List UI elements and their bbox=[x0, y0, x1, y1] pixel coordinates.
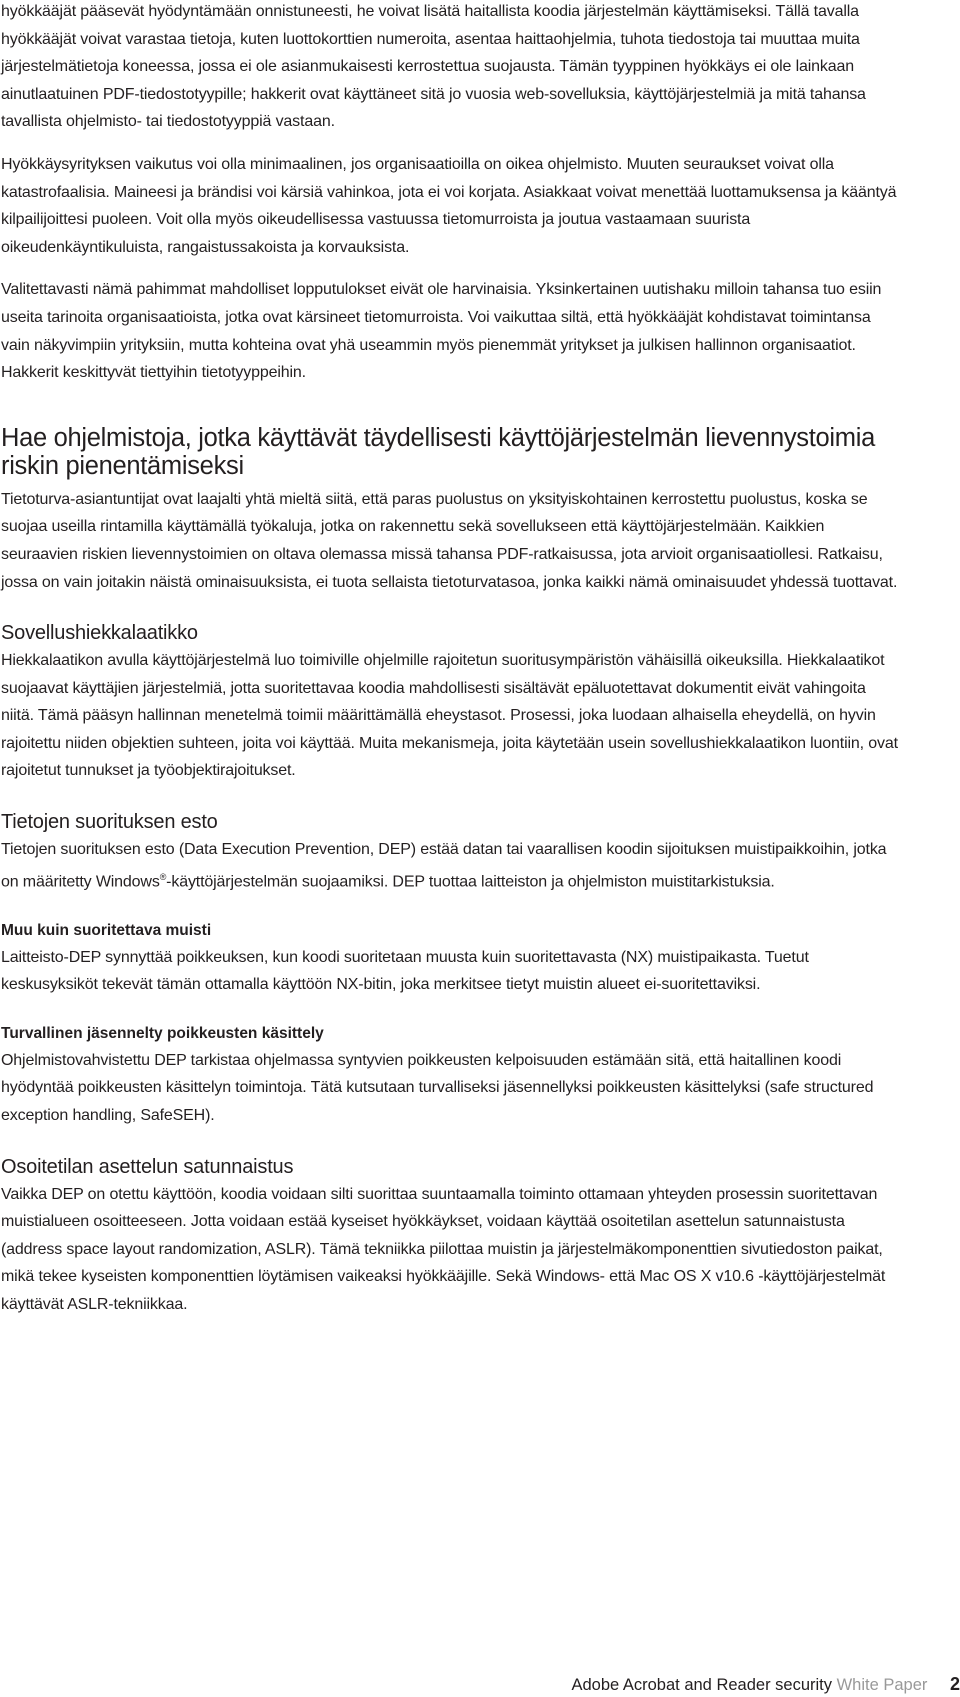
dep-body bbox=[1, 836, 901, 896]
sandbox-heading: Sovellushiekkalaatikko bbox=[1, 622, 198, 645]
sandbox-body: Hiekkalaatikon avulla käyttöjärjestelmä luo toimiville ohjelmille rajoitetun suoritusympäristön vähäisillä oikeuksilla. Hiekkalaatikot suojaavat käyttäjien järjestelmiä, jotta suoritettavaa koodia mahdollisesti sisältävät epäluotettavat dokumentit eivät vahingoita niitä. Tämä pääsyn hallinnan menetelmä toimii määrittämällä eheystasot. Prosessi, joka luodaan alhaisella eheydellä, on hyvin rajoitettu niiden objektien suhteen, joita voi käyttää. Muita mekanismeja, joita käytetään usein sovellushiekkalaatikon luontiin, ovat rajoitetut tunnukset ja työobjektirajoitukset. bbox=[1, 652, 898, 780]
registered-mark: ® bbox=[159, 871, 167, 882]
aslr-body: Vaikka DEP on otettu käyttöön, koodia voidaan silti suorittaa suuntaamalla toiminto ottamaan yhteyden prosessin suoritettavan muistialueen osoitteeseen. Jotta voidaan estää kyseiset hyökkäykset, voidaan käyttää osoitetilan asettelun satunnaistusta (address space layout randomization, ASLR). Tämä tekniikka piilottaa muistin ja järjestelmäkomponenttien sivutiedoston paikat, mikä tekee kyseisten komponenttien löytämisen vaikeaksi hyökkääjille. Sekä Windows- että Mac OS X v10.6 -käyttöjärjestelmät käyttävät ASLR-tekniikkaa. bbox=[1, 1185, 886, 1313]
nx-body: Laitteisto-DEP synnyttää poikkeuksen, kun koodi suoritetaan muusta kuin suoritettavasta (NX) muistipaikasta. Tuetut keskusyksiköt tekevät tämän ottamalla käyttöön NX-bitin, joka merkitsee tietyt muistin alueet ei-suoritettaviksi. bbox=[1, 948, 809, 994]
intro-paragraph-1: hyökkääjät pääsevät hyödyntämään onnistuneesti, he voivat lisätä haitallista koodia järjestelmän käyttämiseksi. Tällä tavalla hyökkääjät voivat varastaa tietoja, kuten luottokorttien numeroita, asentaa haittaohjelmia, tuhota tiedostoja tai muuttaa muita järjestelmätietoja koneessa, jossa ei ole asianmukaisesti kerrostettua suojausta. Tämän tyyppinen hyökkäys ei ole lainkaan ainutlaatuinen PDF-tiedostotyypille; hakkerit ovat käyttäneet sitä jo vuosia web-sovelluksia, käyttöjärjestelmiä ja mitä tahansa tavallista ohjelmisto- tai tiedostotyyppiä vastaan. bbox=[1, 3, 866, 131]
dep-body-part-1: Tietojen suorituksen esto (Data Execution Prevention, DEP) estää datan tai vaarallisen koodin sijoituksen muistipaikkoihin, jotka on määritetty Windows bbox=[1, 841, 887, 890]
aslr-heading: Osoitetilan asettelun satunnaistus bbox=[1, 1155, 294, 1178]
page-number: 2 bbox=[949, 1674, 960, 1694]
main-section-body: Tietoturva-asiantuntijat ovat laajalti yhtä mieltä siitä, että paras puolustus on yksityiskohtainen kerrostettu puolustus, koska se suojaa useilla rintamilla käyttämällä työkaluja, jotka on rakennettu sekä sovellukseen että käyttöjärjestelmään. Kaikkien seuraavien riskien lievennystoimien on oltava olemassa missä tahansa PDF-ratkaisussa, jota arvioit organisaatiollesi. Ratkaisu, jossa on vain joitakin näistä ominaisuuksista, ei tuota sellaista tietoturvatasoa, jonka kaikki nämä ominaisuudet yhdessä tuottavat. bbox=[1, 490, 898, 591]
dep-body-part-2: -käyttöjärjestelmän suojaamiksi. DEP tuottaa laitteiston ja ohjelmiston muistitarkistuksia. bbox=[166, 872, 775, 890]
safeseh-body: Ohjelmistovahvistettu DEP tarkistaa ohjelmassa syntyvien poikkeusten kelpoisuuden estämään sitä, että haitallinen koodi hyödyntää poikkeusten käsittelyn toimintoja. Tätä kutsutaan turvalliseksi jäsennellyksi poikkeusten käsittelyksi (safe structured exception handling, SafeSEH). bbox=[1, 1051, 874, 1124]
nx-heading: Muu kuin suoritettava muisti bbox=[1, 921, 212, 939]
intro-paragraph-3: Valitettavasti nämä pahimmat mahdolliset lopputulokset eivät ole harvinaisia. Yksinkertainen uutishaku milloin tahansa tuo esiin useita tarinoita organisaatioista, jotka ovat kärsineet tietomurroista. Voi vaikuttaa siltä, että hyökkääjät kohdistavat toimintansa vain näkyvimpiin yrityksiin, mutta kohteina ovat yhä useammin myös pienemmät yritykset ja julkisen hallinnon organisaatiot. Hakkerit keskittyvät tiettyihin tietotyyppeihin. bbox=[1, 281, 882, 382]
footer-subtitle: White Paper bbox=[836, 1676, 928, 1694]
main-section-heading: Hae ohjelmistoja, jotka käyttävät täydellisesti käyttöjärjestelmän lievennystoimia riskin pienentämiseksi bbox=[1, 423, 875, 480]
footer-title: Adobe Acrobat and Reader security bbox=[571, 1676, 832, 1694]
intro-paragraph-2: Hyökkäysyrityksen vaikutus voi olla minimaalinen, jos organisaatioilla on oikea ohjelmisto. Muuten seuraukset voivat olla katastrofaalisia. Maineesi ja brändisi voi kärsiä vahinkoa, jota ei voi korjata. Asiakkaat voivat menettää luottamuksensa ja kääntyä kilpailijoittesi puoleen. Voit olla myös oikeudellisessa vastuussa tietomurroista ja joutua vastaamaan suurista oikeudenkäyntikuluista, rangaistussakoista ja korvauksista. bbox=[1, 155, 897, 256]
page-footer bbox=[572, 1673, 960, 1696]
safeseh-heading: Turvallinen jäsennelty poikkeusten käsittely bbox=[1, 1024, 324, 1042]
dep-heading: Tietojen suorituksen esto bbox=[1, 811, 218, 834]
